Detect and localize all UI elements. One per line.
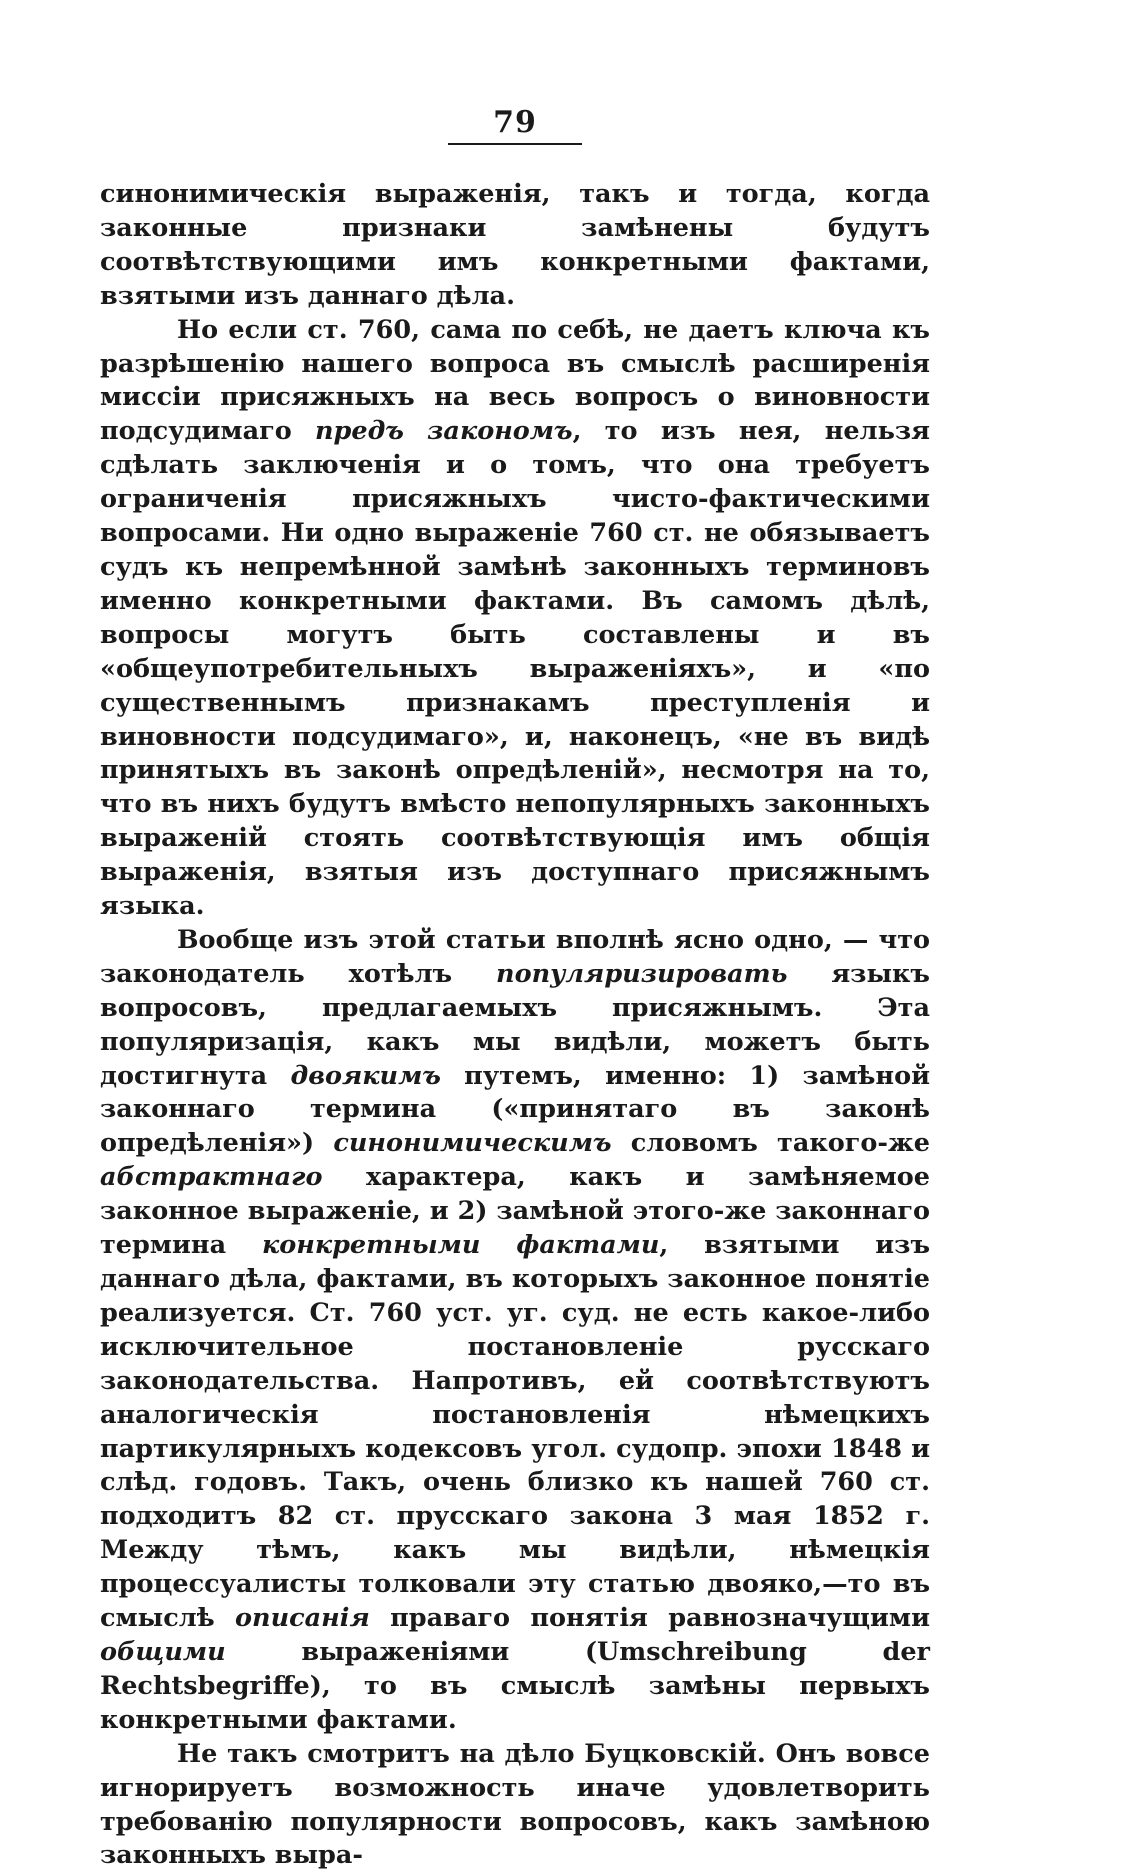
text-segment: языкъ вопросовъ, предлагаемыхъ присяжнымъ. Эта популяризація, какъ мы видѣли, можетъ быть достигнута — [100, 958, 930, 1091]
text-body — [100, 178, 930, 1873]
text-segment: словомъ такого-же — [611, 1128, 930, 1159]
italic-text-segment: синонимическимъ — [333, 1128, 612, 1159]
paragraph — [100, 1738, 930, 1873]
text-segment: характера, какъ и замѣняемое законное выраженіе, и 2) замѣной этого-же законнаго термина — [100, 1162, 930, 1261]
paragraph — [100, 314, 930, 924]
text-segment: , взятыми изъ даннаго дѣла, фактами, въ которыхъ законное понятіе реализуется. Ст. 760 уст. уг. суд. не есть какое-либо исключительное постановленіе русскаго законодательства. Напротивъ, ей соотвѣтствуютъ аналогическія постановленія нѣмецкихъ партикулярныхъ кодексовъ угол. судопр. эпохи 1848 и слѣд. годовъ. Такъ, очень близко къ нашей 760 ст. подходитъ 82 ст. прусскаго закона 3 мая 1852 г. Между тѣмъ, какъ мы видѣли, нѣмецкія процессуалисты толковали эту статью двояко,—то въ смыслѣ — [100, 1230, 931, 1634]
text-segment: Но если ст. 760, сама по себѣ, не даетъ ключа къ разрѣшенію нашего вопроса въ смыслѣ расширенія миссіи присяжныхъ на весь вопросъ о виновности подсудимаго — [100, 314, 930, 447]
italic-text-segment: предъ закономъ — [315, 416, 573, 447]
italic-text-segment: конкретными фактами — [261, 1230, 660, 1261]
italic-text-segment: общими — [100, 1636, 226, 1667]
paragraph — [100, 924, 930, 1738]
header-rule — [448, 143, 582, 145]
page-number: 79 — [493, 105, 537, 140]
text-segment: Не такъ смотритъ на дѣло Буцковскій. Онъ вовсе игнорируетъ возможность иначе удовлетворить требованію популярности вопросовъ, какъ замѣною законныхъ выра- — [100, 1738, 930, 1871]
paragraph — [100, 178, 930, 314]
italic-text-segment: описанія — [235, 1603, 370, 1634]
text-segment: выраженіями (Umschreibung der Rechtsbegriffe), то въ смыслѣ замѣны первыхъ конкретными фактами. — [100, 1636, 930, 1735]
text-segment: путемъ, именно: 1) замѣной законнаго термина («принятаго въ законѣ опредѣленія») — [100, 1060, 931, 1159]
text-segment: Вообще изъ этой статьи вполнѣ ясно одно, — что законодатель хотѣлъ — [100, 924, 930, 989]
text-segment: праваго понятія равнозначущими — [369, 1603, 930, 1634]
italic-text-segment: абстрактнаго — [100, 1162, 323, 1193]
italic-text-segment: популяризировать — [496, 958, 788, 989]
text-segment: синонимическія выраженія, такъ и тогда, когда законные признаки замѣнены будутъ соотвѣтствующими имъ конкретными фактами, взятыми изъ даннаго дѣла. — [100, 179, 930, 311]
text-segment: , то изъ нея, нельзя сдѣлать заключенія и о томъ, что она требуетъ ограниченія присяжныхъ чисто-фактическими вопросами. Ни одно выраженіе 760 ст. не обязываетъ судъ къ непремѣнной замѣнѣ законныхъ терминовъ именно конкретными фактами. Въ самомъ дѣлѣ, вопросы могутъ быть составлены и въ «общеупотребительныхъ выраженіяхъ», и «по существеннымъ признакамъ преступленія и виновности подсудимаго», и, наконецъ, «не въ видѣ принятыхъ въ законѣ опредѣленій», несмотря на то, что въ нихъ будутъ вмѣсто непопулярныхъ законныхъ выраженій стоять соотвѣтствующія имъ общія выраженія, взятыя изъ доступнаго присяжнымъ языка. — [100, 416, 930, 922]
page-header — [445, 105, 585, 145]
italic-text-segment: двоякимъ — [290, 1060, 441, 1091]
